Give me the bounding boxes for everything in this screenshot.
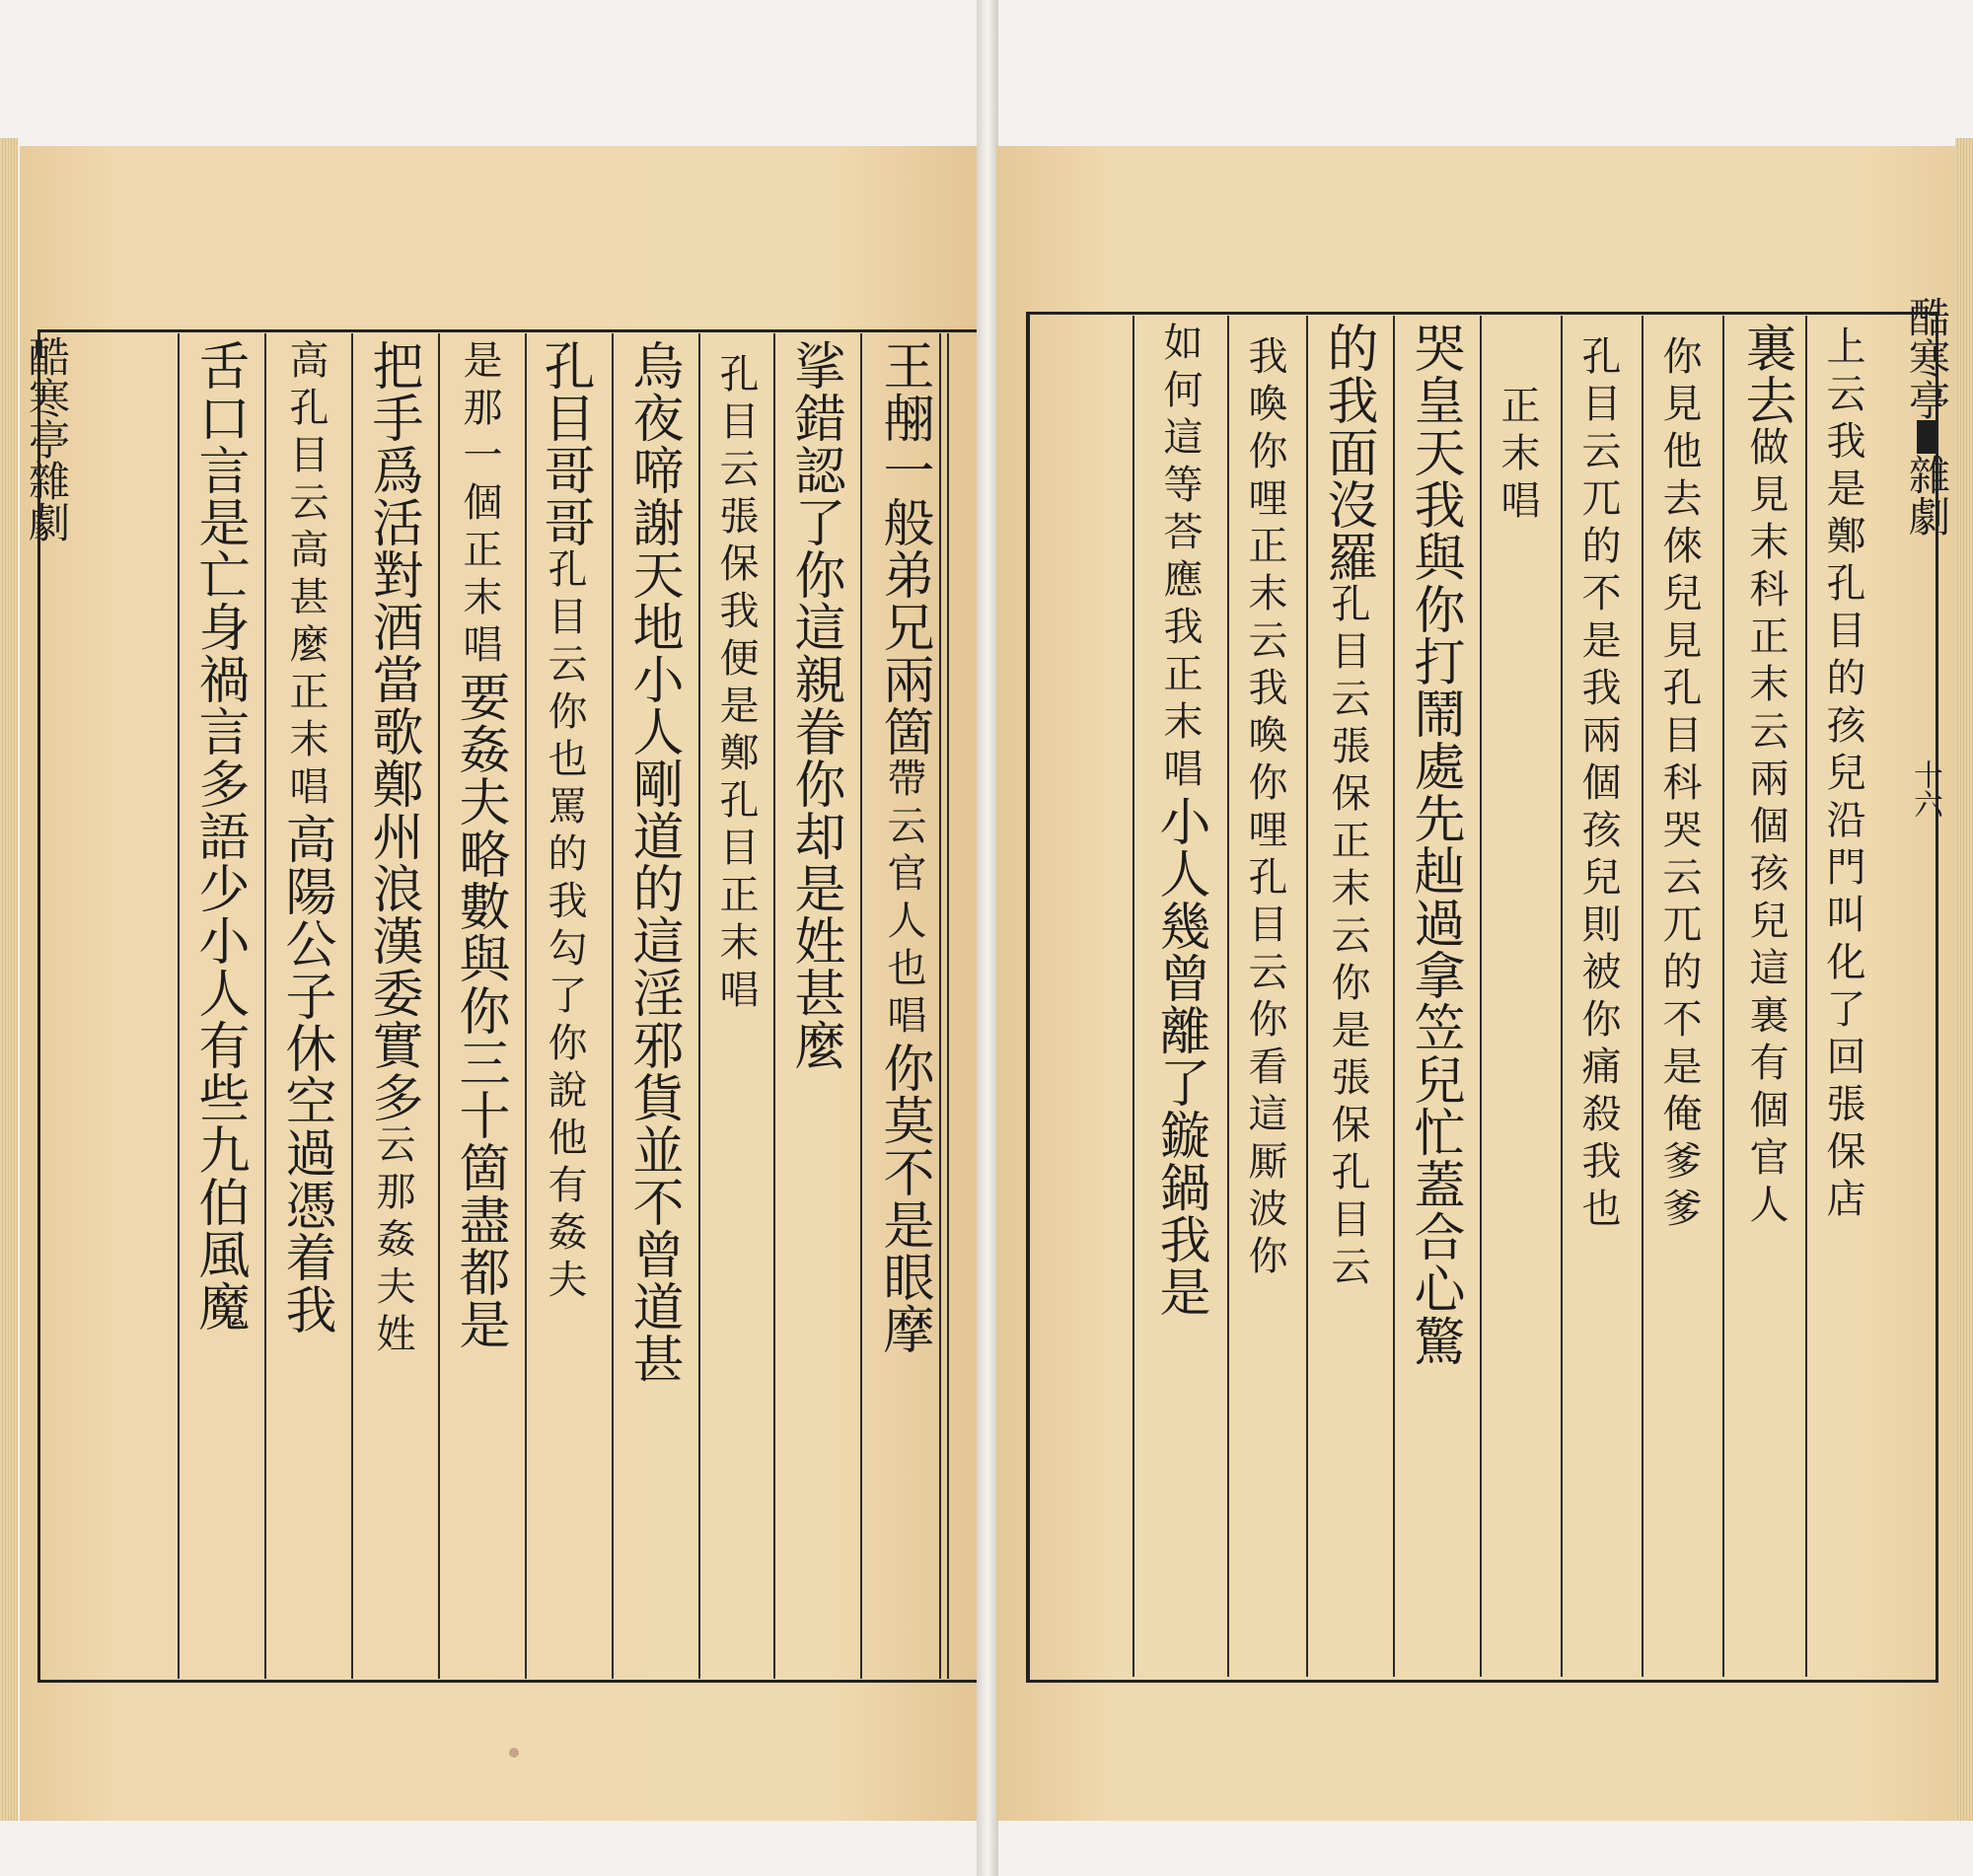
right-col-3: 你見他去倈兒見孔目科哭云兀的不是俺爹爹 [1656, 335, 1702, 1235]
left-margin-title: 酷寒亭雜劇 [23, 335, 71, 542]
bottom-margin-left [0, 1821, 977, 1876]
right-col-5: 正末唱 [1495, 385, 1540, 527]
book-spine [977, 0, 998, 1876]
left-col-9: 舌口言是亡身禍言多語少小人有些九伯風魔 [189, 339, 249, 1333]
left-col-1: 王䎃一般弟兄兩箇帶云官人也唱你莫不是眼摩 [874, 339, 933, 1355]
right-col-6: 哭皇天我與你打鬧處先赸過拿笠兒忙蓋合心驚 [1405, 322, 1464, 1367]
right-col-2: 裏去做見末科正末云兩個孩兒這裏有個官人 [1736, 322, 1795, 1231]
right-col-1: 上云我是鄭孔目的孩兒沿門叫化了回張保店 [1820, 325, 1865, 1225]
right-col-9: 如何這等荅應我正末唱小人幾曾離了鏇鍋我是 [1150, 322, 1209, 1318]
right-page-edge [1955, 138, 1973, 1827]
left-col-2: 挲錯認了你這親眷你却是姓甚麼 [785, 339, 844, 1071]
left-col-7: 把手爲活對酒當歌鄭州浪漢委實多云那姦夫姓 [363, 339, 422, 1360]
right-col-7: 的我面沒羅孔目云張保正末云你是張保孔目云 [1318, 322, 1377, 1293]
left-col-5: 孔目哥哥孔目云你也罵的我勾了你說他有姦夫 [535, 339, 594, 1306]
right-page-text [1034, 316, 1902, 1677]
top-margin-right [998, 0, 1973, 148]
left-col-3: 孔目云張保我便是鄭孔目正末唱 [713, 353, 759, 1016]
left-page-edge [0, 138, 18, 1827]
bottom-margin-right [998, 1821, 1973, 1876]
left-page-text [39, 333, 957, 1679]
left-col-4: 烏夜啼謝天地小人剛道的這淫邪貨並不曾道甚 [623, 339, 683, 1385]
left-col-8: 高孔目云高甚麼正末唱高陽公子休空過憑着我 [276, 339, 335, 1335]
ink-spot [509, 1748, 519, 1758]
right-folio-number: 十六 [1908, 759, 1942, 819]
right-col-4: 孔目云兀的不是我兩個孩兒則被你痛殺我也 [1575, 335, 1621, 1235]
fishtail-mark [1917, 420, 1936, 454]
right-margin-title: 酷寒亭雜劇 [1903, 296, 1951, 537]
top-margin-left [0, 0, 977, 148]
left-col-6: 是那一個正末唱要姦夫略數與你三十箇盡都是 [450, 339, 509, 1350]
right-col-8: 我喚你哩正末云我喚你哩孔目云你看這厮波你 [1242, 335, 1287, 1282]
